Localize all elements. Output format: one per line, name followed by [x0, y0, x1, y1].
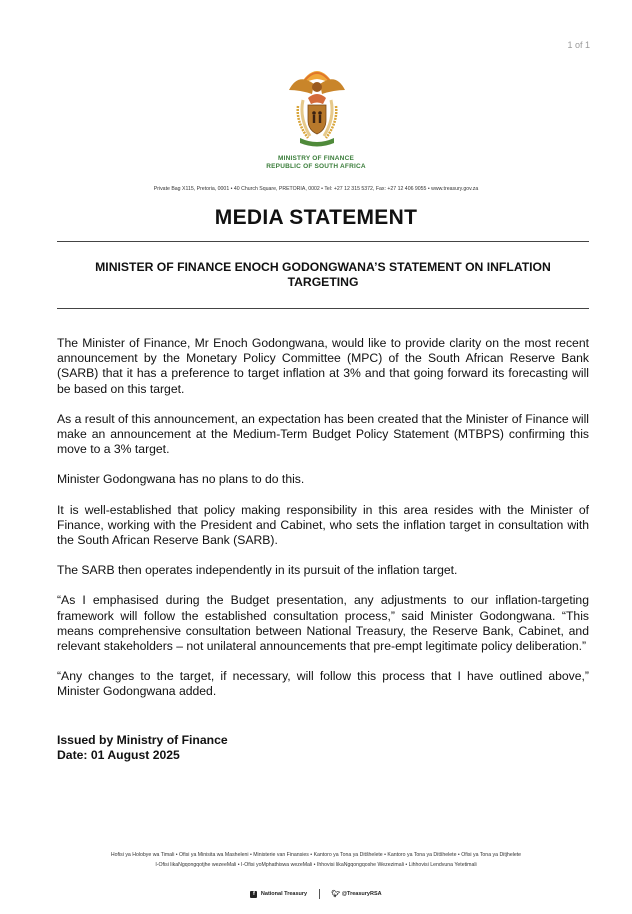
media-statement-title: MEDIA STATEMENT [214, 206, 418, 229]
divider [57, 308, 589, 309]
paragraph: The Minister of Finance, Mr Enoch Godongwana, would like to provide clarity on the most recent announcement by the Monetary Policy Committee (MPC) of the South African Reserve Bank (SARB) that it has a preference to target inflation at 3% and that going forward its forecasting will be based on this target. [57, 336, 589, 396]
facebook-handle: National Treasury [260, 891, 308, 897]
paragraph: “As I emphasised during the Budget presentation, any adjustments to our inflation-targeting framework will follow the established consultation process,” said Minister Godongwana. “This means comprehensive consultation between National Treasury, the Reserve Bank, Cabinet, and relevant stakeholders – not unilateral announcements that pre-empt legitimate policy deliberation.” [57, 593, 589, 654]
separator [319, 889, 320, 899]
facebook-icon: f [250, 891, 257, 898]
coat-of-arms-logo [286, 60, 348, 150]
paragraph: As a result of this announcement, an expectation has been created that the Minister of Finance will make an announcement at the Medium-Term Budget Policy Statement (MTBPS) confirming this move to a 3% target. [57, 411, 589, 457]
statement-body [57, 336, 589, 715]
issue-date: Date: 01 August 2025 [57, 748, 180, 763]
divider [57, 241, 589, 242]
issued-by: Issued by Ministry of Finance [57, 733, 228, 747]
paragraph: “Any changes to the target, if necessary, will follow this process that I have outlined above,” Minister Godongwana added. [57, 669, 589, 699]
page-counter: 1 of 1 [567, 40, 590, 50]
statement-heading: MINISTER OF FINANCE ENOCH GODONGWANA’S STATEMENT ON INFLATION TARGETING [95, 260, 551, 289]
social-links [0, 889, 632, 899]
twitter-icon: 🐦︎ [331, 890, 341, 898]
footer-ministry-names: I-Ofisi likaNgqongqotjhe wezeeMali • I-Ofisi yoMphathiswa wezeMali • Ihhovisi likaNgqongqoshe Wezezimali • Lihhovisi Lendvuna Yetetimali [155, 862, 477, 868]
footer-ministry-names: Hofisi ya Holobye wa Timali • Ofisi ya Minisita wa Masheleni • Ministerie van Finansies • Kantoro ya Tona ya Ditšhelete • Kantoro ya Tona ya Ditšhelete • Ofisi ya Tona ya Ditjhelete [110, 852, 522, 858]
paragraph: The SARB then operates independently in its pursuit of the inflation target. [57, 563, 458, 578]
paragraph: It is well-established that policy making responsibility in this area resides with the Minister of Finance, working with the President and Cabinet, who sets the inflation target in consultation with the South African Reserve Bank (SARB). [57, 502, 589, 548]
contact-address: Private Bag X115, Pretoria, 0001 • 40 Church Square, PRETORIA, 0002 • Tel: +27 12 315 5372, Fax: +27 12 406 9055 • www.treasury.gov.za [153, 186, 479, 192]
paragraph: Minister Godongwana has no plans to do this. [57, 472, 305, 487]
ministry-name: MINISTRY OF FINANCE REPUBLIC OF SOUTH AFRICA [266, 155, 366, 170]
issued-by-block [57, 733, 228, 763]
twitter-handle: @TreasuryRSA [341, 891, 382, 897]
